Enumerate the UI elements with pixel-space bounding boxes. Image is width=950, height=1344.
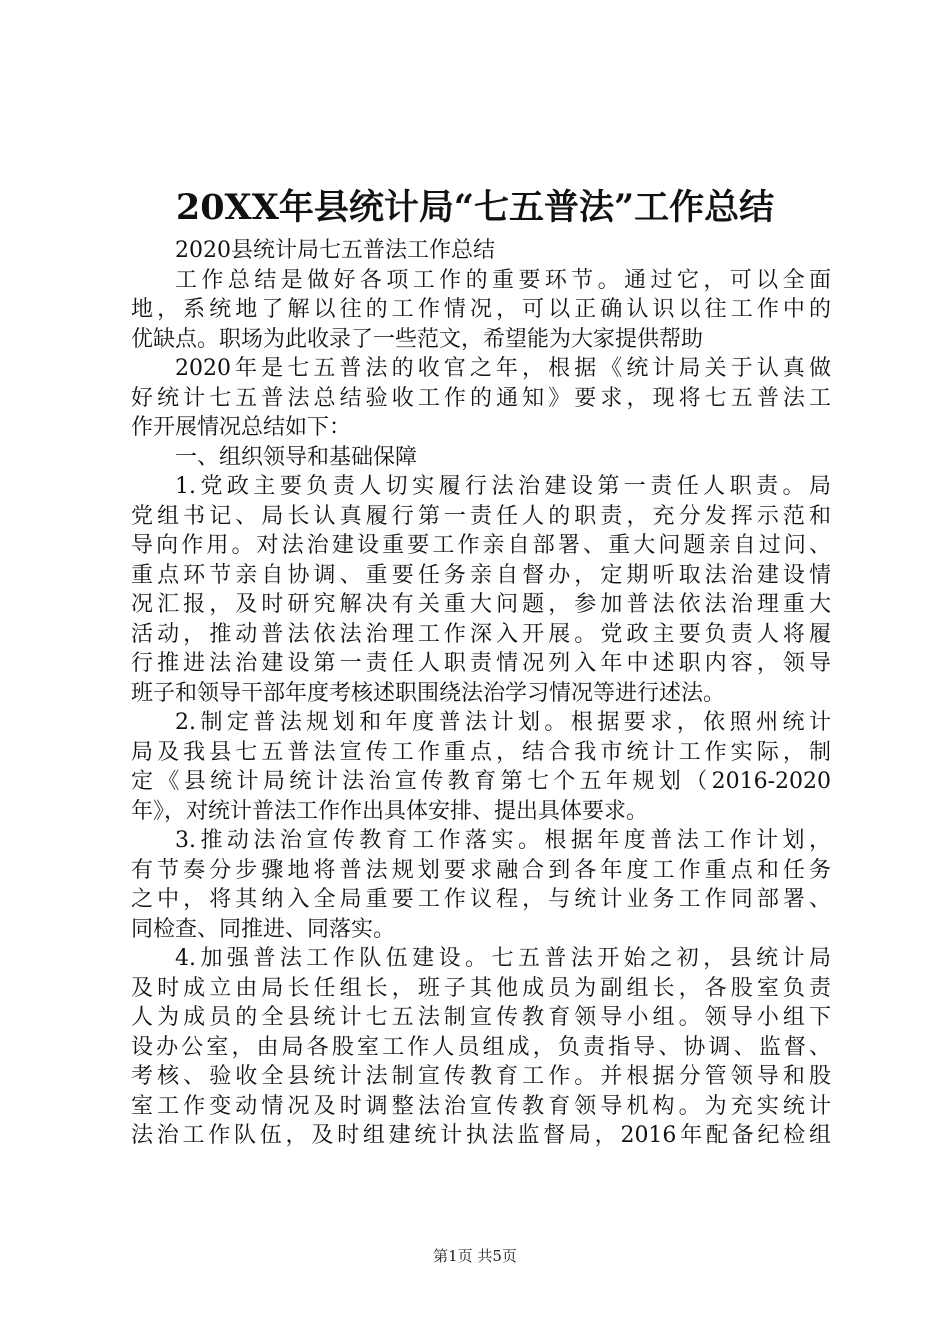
text-line: 室工作变动情况及时调整法治宣传教育领导机构。为充实统计	[131, 1093, 831, 1119]
text-line: 考核、验收全县统计法制宣传教育工作。并根据分管领导和股	[131, 1064, 831, 1089]
text-line: 班子和领导干部年度考核述职围绕法治学习情况等进行述法。	[131, 680, 726, 706]
text-line: 同检查、同推进、同落实。	[131, 916, 396, 942]
text-line: 优缺点。职场为此收录了一些范文，希望能为大家提供帮助	[131, 326, 704, 352]
text-line: 法治工作队伍，及时组建统计执法监督局，2016年配备纪检组	[131, 1123, 831, 1148]
text-line: 年》，对统计普法工作作出具体安排、提出具体要求。	[131, 798, 649, 824]
text-line: 定《县统计局统计法治宣传教育第七个五年规划（2016-2020	[131, 769, 831, 794]
text-line: 3.推动法治宣传教育工作落实。根据年度普法工作计划，	[175, 828, 831, 853]
text-line: 2020县统计局七五普法工作总结	[175, 238, 495, 263]
text-line: 党组书记、局长认真履行第一责任人的职责，充分发挥示范和	[131, 503, 831, 529]
text-line: 地，系统地了解以往的工作情况，可以正确认识以往工作中的	[131, 297, 831, 322]
text-line: 一、组织领导和基础保障	[175, 444, 418, 470]
text-line: 2020年是七五普法的收官之年，根据《统计局关于认真做	[175, 356, 831, 381]
text-line: 行推进法治建设第一责任人职责情况列入年中述职内容，领导	[131, 651, 831, 676]
text-line: 人为成员的全县统计七五法制宣传教育领导小组。领导小组下	[131, 1005, 831, 1030]
text-line: 况汇报，及时研究解决有关重大问题，参加普法依法治理重大	[131, 592, 831, 617]
page-number: 第1页 共5页	[433, 1247, 517, 1265]
text-line: 1.党政主要负责人切实履行法治建设第一责任人职责。局	[175, 474, 831, 499]
text-line: 作开展情况总结如下：	[131, 415, 352, 440]
text-line: 重点环节亲自协调、重要任务亲自督办，定期听取法治建设情	[131, 562, 831, 588]
text-line: 好统计七五普法总结验收工作的通知》要求，现将七五普法工	[131, 385, 831, 411]
text-line: 及时成立由局长任组长，班子其他成员为副组长，各股室负责	[131, 975, 831, 1001]
text-line: 4.加强普法工作队伍建设。七五普法开始之初，县统计局	[175, 946, 831, 971]
document-title: 20XX年县统计局“七五普法”工作总结	[175, 187, 775, 228]
text-line: 有节奏分步骤地将普法规划要求融合到各年度工作重点和任务	[131, 857, 831, 883]
text-line: 导向作用。对法治建设重要工作亲自部署、重大问题亲自过问、	[131, 533, 831, 558]
text-line: 活动，推动普法依法治理工作深入开展。党政主要负责人将履	[131, 621, 831, 647]
text-line: 之中，将其纳入全局重要工作议程，与统计业务工作同部署、	[131, 887, 831, 912]
text-line: 局及我县七五普法宣传工作重点，结合我市统计工作实际，制	[131, 739, 831, 765]
text-line: 设办公室，由局各股室工作人员组成，负责指导、协调、监督、	[131, 1034, 831, 1060]
text-line: 2.制定普法规划和年度普法计划。根据要求，依照州统计	[175, 710, 831, 735]
text-line: 工作总结是做好各项工作的重要环节。通过它，可以全面	[175, 267, 831, 293]
document-body	[131, 236, 831, 1151]
